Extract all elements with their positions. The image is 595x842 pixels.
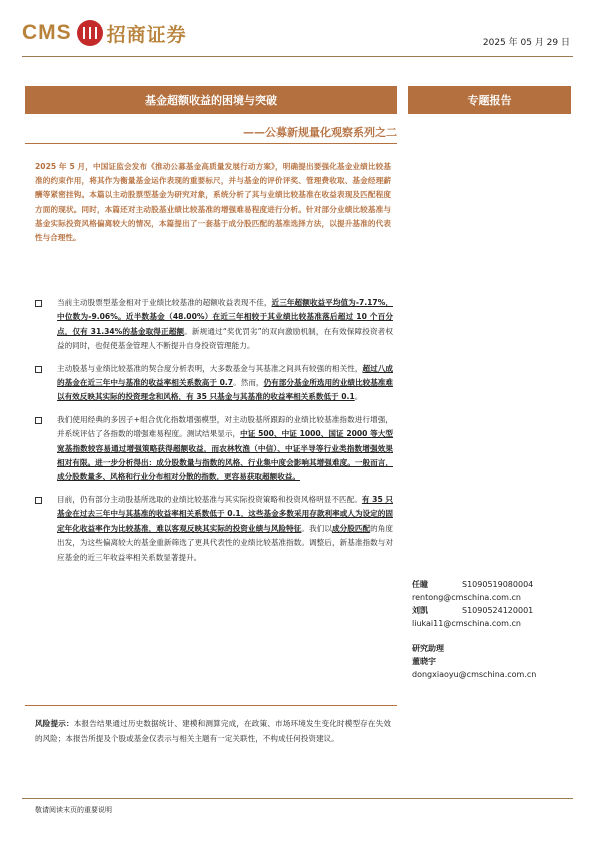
company-logo [22,18,187,48]
logo-emblem-icon [77,20,103,46]
highlight-text: 超过八成的基金在近三年中与基准的收益率相关系数高于 0.7 [57,363,394,388]
analyst-name: 任瞳 [412,580,428,589]
highlight-text: 成分股匹配 [331,523,371,533]
risk-disclosure [35,716,391,746]
analyst-license: S1090524120001 [462,606,534,615]
key-point-item [35,493,393,565]
analyst-license: S1090519080004 [462,580,534,589]
highlight-text: 有 35 只基金在过去三年中与其基准的收益率相关系数低于 0.1，这些基金多数采用存款利率或人为设定的固定年化收益率作为比较基准，难以客观反映其实际的投资业绩与风险特征 [57,494,394,533]
key-point-item [35,296,393,354]
highlight-text: 近三年超额收益平均值为-7.17%，中位数为-9.06%。近半数基金（48.00%）在近三年相较于其业绩比较基准落后超过 10 个百分点，仅有 31.34%的基金取得正超额 [57,298,393,336]
body-text: 我们使用经典的多因子+组合优化指数增强模型，对主动股基所跟踪的业绩比较基准指数进行增强，并系统评估了各指数的增强难易程度。测试结果显示， [57,414,393,439]
analyst-email[interactable]: liukai11@cmschina.com.cn [412,619,521,628]
header-divider [22,56,573,57]
summary-paragraph: 2025 年 5 月，中国证监会发布《推动公募基金高质量发展行动方案》，明确提出要强化基金业绩比较基准的约束作用，将其作为衡量基金运作表现的重要标尺，并与基金的评价评奖、管理费收取、基金经理薪酬等紧密挂钩。本篇以主动股票型基金为研究对象，系统分析了其与业绩比较基准在收益表现及匹配程度方面的现状。同时，本篇还对主动股基业绩比较基准的增强难易程度进行分析。针对部分业绩比较基准与基金实际投资风格偏离较大的情况，本篇提出了一套基于成分股匹配的基准选择方法，以提升基准的代表性与合理性。 [35,162,391,243]
logo-text-en: CMS [22,21,72,44]
highlight-text: 中证 500、中证 1000、国证 2000 等大型宽基指数较容易通过增强策略获得超额收益，而农林牧渔（中信）、中证半导等行业类指数增强效果相对有限。进一步分析得出：成分股数量与指数的风格、行业集中度会影响其增强难度。一般而言，成分股数量多、风格和行业分布相对分散的指数，更容易获取超额收益。 [57,429,394,482]
risk-divider [25,705,397,706]
body-text: 。我们以 [301,523,332,533]
research-assistant-label: 研究助理 [412,644,444,653]
highlight-text: 仍有部分基金所选用的业绩比较基准难以有效反映其实际的投资理念和风格，有 35 只基金与其基准的收益率相关系数低于 0.1 [57,378,394,402]
checkbox-bullet-icon [35,300,42,307]
analyst-email[interactable]: rentong@cmschina.com.cn [412,593,521,602]
analyst-name: 刘凯 [412,606,428,615]
subtitle-divider [25,143,397,144]
risk-label: 风险提示： [35,719,74,728]
report-date: 2025 年 05 月 29 日 [482,38,570,48]
report-subtitle: ——公募新规量化观察系列之二 [243,126,397,139]
checkbox-bullet-icon [35,417,42,424]
body-text: 当前主动股票型基金相对于业绩比较基准的超额收益表现不佳， [57,298,272,307]
body-text: 。 [354,392,363,402]
assistant-name: 董晓宇 [412,657,436,666]
body-text: 。新规通过“奖优罚劣”的双向激励机制，在有效保障投资者权益的同时，也促使基金管理人不断提升自身投资管理能力。 [57,326,393,351]
key-points-list [35,296,393,573]
report-title: 基金超额收益的困境与突破 [25,86,397,114]
footer-divider [22,798,573,799]
assistant-email[interactable]: dongxiaoyu@cmschina.com.cn [412,670,537,679]
logo-text-cn: 招商证券 [106,23,187,46]
risk-text: 本报告结果通过历史数据统计、建模和测算完成，在政策、市场环境发生变化时模型存在失效的风险；本报告所提及个股或基金仅表示与相关主题有一定关联性，不构成任何投资建议。 [35,719,392,743]
body-text: 主动股基与业绩比较基准的契合度分析表明，大多数基金与其基准之间具有较强的相关性， [57,363,363,373]
report-type-badge: 专题报告 [408,86,571,114]
checkbox-bullet-icon [35,366,42,373]
key-point-item [35,362,393,405]
analyst-panel [412,578,577,681]
checkbox-bullet-icon [35,497,42,504]
body-text: 。然而， [233,378,264,388]
body-text: 的角度出发，为这些偏离较大的基金重新筛选了更具代表性的业绩比较基准指数。调整后，新基准指数与对应基金的近三年收益率相关系数显著提升。 [57,523,394,562]
key-point-item [35,413,393,485]
body-text: 目前，仍有部分主动股基所选取的业绩比较基准与其实际投资策略和投资风格明显不匹配。 [57,494,362,504]
footer-notice: 敬请阅读末页的重要说明 [35,806,112,814]
